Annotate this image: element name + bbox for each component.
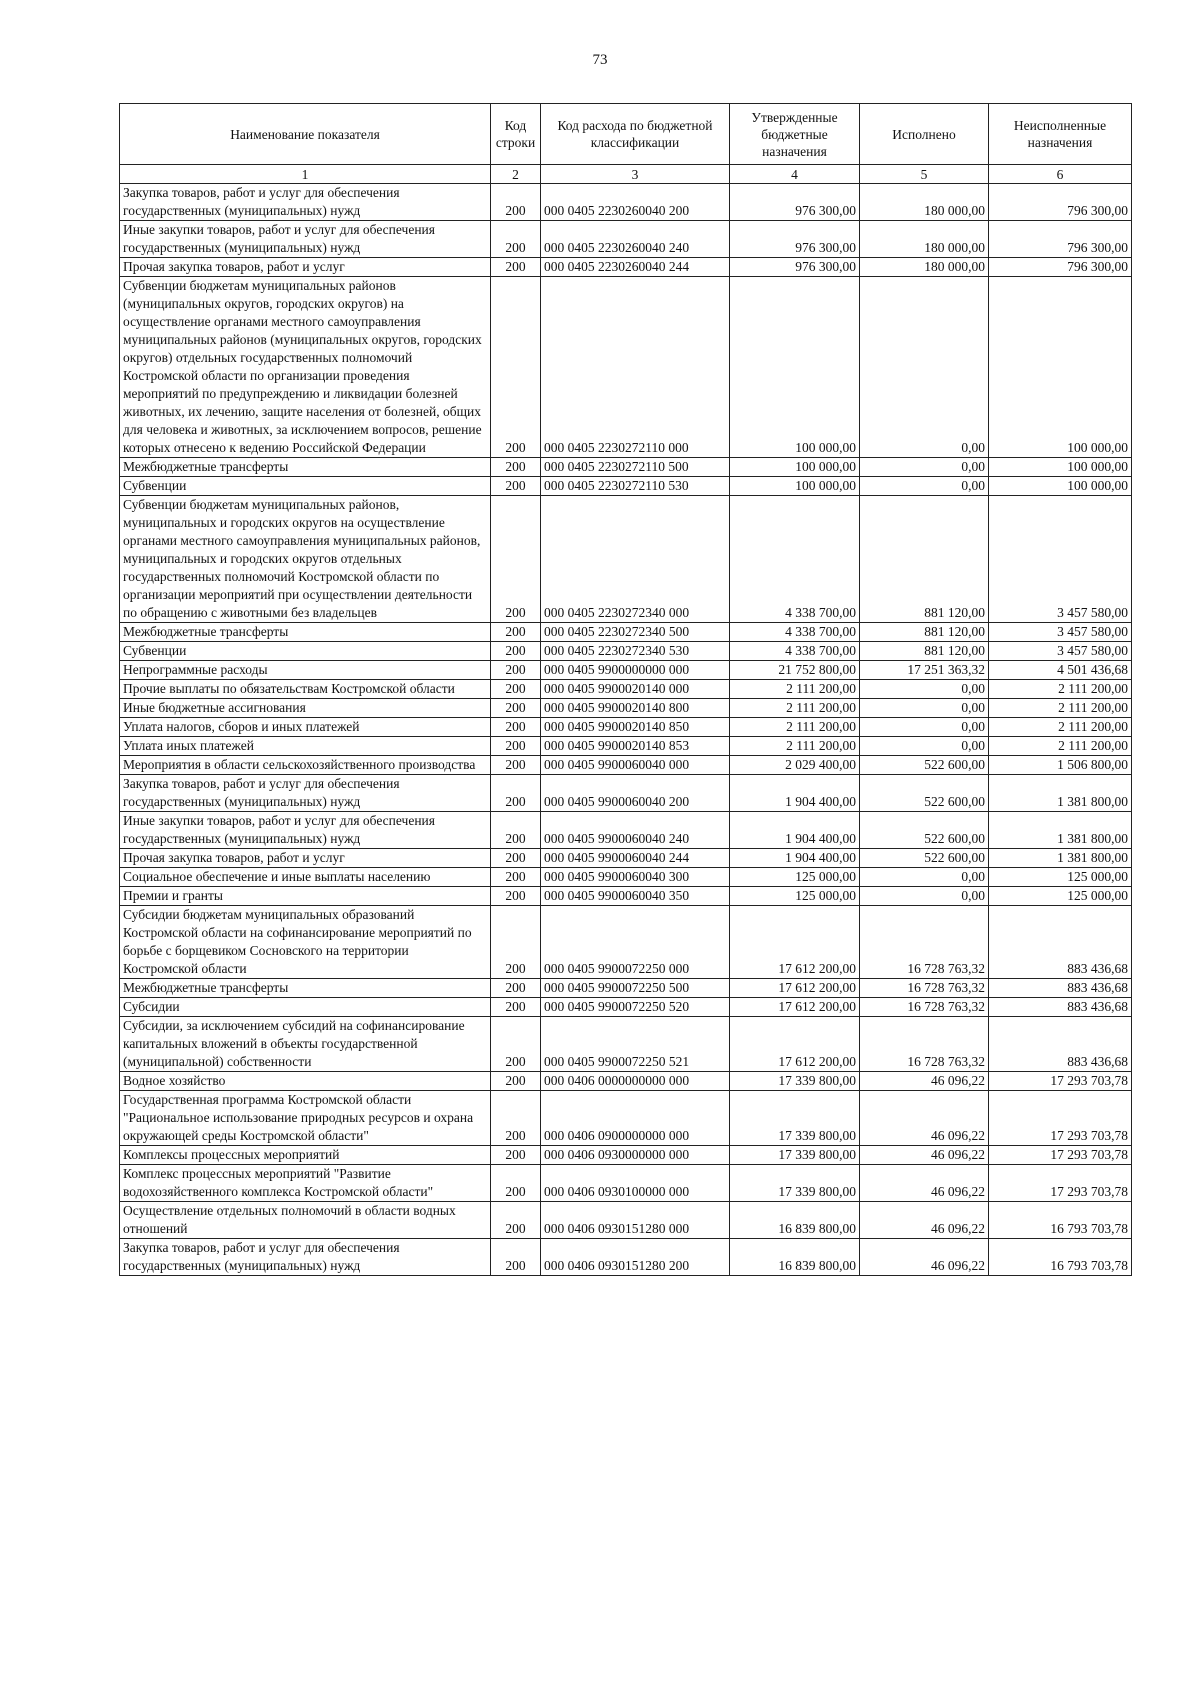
row-line-code-cell: 200 bbox=[491, 699, 541, 718]
row-name-cell: Прочая закупка товаров, работ и услуг bbox=[120, 849, 491, 868]
table-row bbox=[120, 1091, 1132, 1146]
row-unexecuted-cell: 883 436,68 bbox=[989, 906, 1132, 979]
table-row bbox=[120, 496, 1132, 623]
row-approved-cell: 1 904 400,00 bbox=[730, 775, 860, 812]
row-budget-code-cell: 000 0405 9900060040 000 bbox=[541, 756, 730, 775]
row-unexecuted-cell: 16 793 703,78 bbox=[989, 1202, 1132, 1239]
row-executed-cell: 522 600,00 bbox=[860, 775, 989, 812]
row-name-cell: Мероприятия в области сельскохозяйственного производства bbox=[120, 756, 491, 775]
row-line-code-cell: 200 bbox=[491, 756, 541, 775]
row-budget-code-cell: 000 0405 9900060040 244 bbox=[541, 849, 730, 868]
row-line-code-cell: 200 bbox=[491, 849, 541, 868]
row-name-cell: Иные закупки товаров, работ и услуг для обеспечения государственных (муниципальных) нужд bbox=[120, 221, 491, 258]
row-executed-cell: 0,00 bbox=[860, 680, 989, 699]
row-budget-code-cell: 000 0406 0930100000 000 bbox=[541, 1165, 730, 1202]
table-row bbox=[120, 1202, 1132, 1239]
table-row bbox=[120, 906, 1132, 979]
row-unexecuted-cell: 796 300,00 bbox=[989, 221, 1132, 258]
row-line-code-cell: 200 bbox=[491, 887, 541, 906]
row-line-code-cell: 200 bbox=[491, 1165, 541, 1202]
row-line-code-cell: 200 bbox=[491, 1017, 541, 1072]
row-approved-cell: 17 612 200,00 bbox=[730, 979, 860, 998]
row-unexecuted-cell: 125 000,00 bbox=[989, 868, 1132, 887]
table-header bbox=[120, 104, 1132, 184]
row-line-code-cell: 200 bbox=[491, 623, 541, 642]
row-budget-code-cell: 000 0405 2230272340 530 bbox=[541, 642, 730, 661]
row-unexecuted-cell: 100 000,00 bbox=[989, 458, 1132, 477]
table-row bbox=[120, 680, 1132, 699]
row-executed-cell: 16 728 763,32 bbox=[860, 998, 989, 1017]
row-unexecuted-cell: 100 000,00 bbox=[989, 477, 1132, 496]
row-approved-cell: 17 339 800,00 bbox=[730, 1146, 860, 1165]
column-number: 4 bbox=[730, 165, 860, 184]
row-approved-cell: 21 752 800,00 bbox=[730, 661, 860, 680]
row-budget-code-cell: 000 0405 9900060040 240 bbox=[541, 812, 730, 849]
row-executed-cell: 0,00 bbox=[860, 699, 989, 718]
row-budget-code-cell: 000 0405 9900072250 520 bbox=[541, 998, 730, 1017]
row-approved-cell: 1 904 400,00 bbox=[730, 849, 860, 868]
row-approved-cell: 17 339 800,00 bbox=[730, 1091, 860, 1146]
row-executed-cell: 0,00 bbox=[860, 887, 989, 906]
row-budget-code-cell: 000 0405 9900000000 000 bbox=[541, 661, 730, 680]
row-executed-cell: 881 120,00 bbox=[860, 496, 989, 623]
row-name-cell: Уплата иных платежей bbox=[120, 737, 491, 756]
row-unexecuted-cell: 4 501 436,68 bbox=[989, 661, 1132, 680]
row-budget-code-cell: 000 0405 9900020140 850 bbox=[541, 718, 730, 737]
row-unexecuted-cell: 883 436,68 bbox=[989, 998, 1132, 1017]
row-line-code-cell: 200 bbox=[491, 1072, 541, 1091]
table-row bbox=[120, 849, 1132, 868]
row-line-code-cell: 200 bbox=[491, 277, 541, 458]
column-number: 3 bbox=[541, 165, 730, 184]
row-executed-cell: 16 728 763,32 bbox=[860, 979, 989, 998]
row-unexecuted-cell: 16 793 703,78 bbox=[989, 1239, 1132, 1276]
row-unexecuted-cell: 796 300,00 bbox=[989, 258, 1132, 277]
row-name-cell: Уплата налогов, сборов и иных платежей bbox=[120, 718, 491, 737]
table-row bbox=[120, 642, 1132, 661]
row-line-code-cell: 200 bbox=[491, 680, 541, 699]
row-unexecuted-cell: 3 457 580,00 bbox=[989, 623, 1132, 642]
row-executed-cell: 0,00 bbox=[860, 718, 989, 737]
row-unexecuted-cell: 883 436,68 bbox=[989, 1017, 1132, 1072]
row-executed-cell: 881 120,00 bbox=[860, 623, 989, 642]
row-name-cell: Межбюджетные трансферты bbox=[120, 458, 491, 477]
header-approved: Утвержденные бюджетные назначения bbox=[730, 104, 860, 165]
column-number: 6 bbox=[989, 165, 1132, 184]
row-name-cell: Субвенции bbox=[120, 477, 491, 496]
table-row bbox=[120, 1017, 1132, 1072]
row-executed-cell: 180 000,00 bbox=[860, 184, 989, 221]
table-row bbox=[120, 1239, 1132, 1276]
row-approved-cell: 2 111 200,00 bbox=[730, 680, 860, 699]
row-name-cell: Осуществление отдельных полномочий в области водных отношений bbox=[120, 1202, 491, 1239]
row-line-code-cell: 200 bbox=[491, 998, 541, 1017]
header-row bbox=[120, 104, 1132, 165]
row-approved-cell: 2 111 200,00 bbox=[730, 699, 860, 718]
row-unexecuted-cell: 125 000,00 bbox=[989, 887, 1132, 906]
row-approved-cell: 125 000,00 bbox=[730, 887, 860, 906]
row-budget-code-cell: 000 0406 0900000000 000 bbox=[541, 1091, 730, 1146]
row-budget-code-cell: 000 0405 2230272340 000 bbox=[541, 496, 730, 623]
row-executed-cell: 46 096,22 bbox=[860, 1165, 989, 1202]
row-approved-cell: 2 111 200,00 bbox=[730, 718, 860, 737]
row-line-code-cell: 200 bbox=[491, 184, 541, 221]
row-name-cell: Субвенции бюджетам муниципальных районов, муниципальных и городских округов на осуществление органами местного самоуправления муниципальных районов, муниципальных и городских округов отдельных государственных полномочий Костромской области по организации мероприятий при осуществлении деятельности по обращению с животными без владельцев bbox=[120, 496, 491, 623]
budget-execution-table bbox=[119, 103, 1132, 1276]
row-unexecuted-cell: 3 457 580,00 bbox=[989, 496, 1132, 623]
table-row bbox=[120, 277, 1132, 458]
row-executed-cell: 881 120,00 bbox=[860, 642, 989, 661]
table-row bbox=[120, 458, 1132, 477]
row-executed-cell: 17 251 363,32 bbox=[860, 661, 989, 680]
row-line-code-cell: 200 bbox=[491, 661, 541, 680]
table-body bbox=[120, 184, 1132, 1276]
row-unexecuted-cell: 3 457 580,00 bbox=[989, 642, 1132, 661]
row-approved-cell: 17 339 800,00 bbox=[730, 1072, 860, 1091]
row-executed-cell: 522 600,00 bbox=[860, 756, 989, 775]
table-row bbox=[120, 868, 1132, 887]
row-approved-cell: 4 338 700,00 bbox=[730, 623, 860, 642]
row-approved-cell: 2 111 200,00 bbox=[730, 737, 860, 756]
row-line-code-cell: 200 bbox=[491, 718, 541, 737]
header-executed: Исполнено bbox=[860, 104, 989, 165]
row-executed-cell: 46 096,22 bbox=[860, 1239, 989, 1276]
row-budget-code-cell: 000 0405 2230272110 500 bbox=[541, 458, 730, 477]
row-executed-cell: 0,00 bbox=[860, 737, 989, 756]
row-name-cell: Закупка товаров, работ и услуг для обеспечения государственных (муниципальных) нужд bbox=[120, 1239, 491, 1276]
row-name-cell: Субсидии бюджетам муниципальных образований Костромской области на софинансирование мероприятий по борьбе с борщевиком Сосновского на территории Костромской области bbox=[120, 906, 491, 979]
table-row bbox=[120, 699, 1132, 718]
row-line-code-cell: 200 bbox=[491, 642, 541, 661]
row-approved-cell: 100 000,00 bbox=[730, 277, 860, 458]
row-line-code-cell: 200 bbox=[491, 258, 541, 277]
row-budget-code-cell: 000 0405 2230272110 000 bbox=[541, 277, 730, 458]
row-approved-cell: 4 338 700,00 bbox=[730, 642, 860, 661]
row-executed-cell: 46 096,22 bbox=[860, 1202, 989, 1239]
table-row bbox=[120, 775, 1132, 812]
header-line-code: Код строки bbox=[491, 104, 541, 165]
row-line-code-cell: 200 bbox=[491, 1146, 541, 1165]
row-budget-code-cell: 000 0405 9900072250 521 bbox=[541, 1017, 730, 1072]
row-approved-cell: 2 029 400,00 bbox=[730, 756, 860, 775]
page-number: 73 bbox=[592, 52, 608, 68]
row-executed-cell: 180 000,00 bbox=[860, 221, 989, 258]
row-budget-code-cell: 000 0405 9900072250 000 bbox=[541, 906, 730, 979]
row-unexecuted-cell: 2 111 200,00 bbox=[989, 680, 1132, 699]
row-name-cell: Иные закупки товаров, работ и услуг для обеспечения государственных (муниципальных) нужд bbox=[120, 812, 491, 849]
row-budget-code-cell: 000 0405 2230260040 200 bbox=[541, 184, 730, 221]
table-row bbox=[120, 623, 1132, 642]
row-line-code-cell: 200 bbox=[491, 1202, 541, 1239]
row-approved-cell: 100 000,00 bbox=[730, 477, 860, 496]
row-budget-code-cell: 000 0405 9900020140 000 bbox=[541, 680, 730, 699]
row-approved-cell: 17 612 200,00 bbox=[730, 1017, 860, 1072]
row-unexecuted-cell: 2 111 200,00 bbox=[989, 699, 1132, 718]
row-unexecuted-cell: 17 293 703,78 bbox=[989, 1146, 1132, 1165]
row-budget-code-cell: 000 0406 0000000000 000 bbox=[541, 1072, 730, 1091]
row-approved-cell: 16 839 800,00 bbox=[730, 1202, 860, 1239]
row-unexecuted-cell: 17 293 703,78 bbox=[989, 1165, 1132, 1202]
table-row bbox=[120, 258, 1132, 277]
row-name-cell: Закупка товаров, работ и услуг для обеспечения государственных (муниципальных) нужд bbox=[120, 775, 491, 812]
row-name-cell: Межбюджетные трансферты bbox=[120, 979, 491, 998]
row-approved-cell: 976 300,00 bbox=[730, 258, 860, 277]
row-budget-code-cell: 000 0405 2230272110 530 bbox=[541, 477, 730, 496]
row-budget-code-cell: 000 0405 9900020140 853 bbox=[541, 737, 730, 756]
row-approved-cell: 17 612 200,00 bbox=[730, 906, 860, 979]
row-approved-cell: 1 904 400,00 bbox=[730, 812, 860, 849]
row-line-code-cell: 200 bbox=[491, 458, 541, 477]
column-number: 5 bbox=[860, 165, 989, 184]
row-approved-cell: 100 000,00 bbox=[730, 458, 860, 477]
row-name-cell: Премии и гранты bbox=[120, 887, 491, 906]
row-name-cell: Комплексы процессных мероприятий bbox=[120, 1146, 491, 1165]
row-unexecuted-cell: 1 381 800,00 bbox=[989, 775, 1132, 812]
table-row bbox=[120, 756, 1132, 775]
table-row bbox=[120, 718, 1132, 737]
table-row bbox=[120, 1146, 1132, 1165]
row-line-code-cell: 200 bbox=[491, 477, 541, 496]
row-approved-cell: 4 338 700,00 bbox=[730, 496, 860, 623]
table-row bbox=[120, 1165, 1132, 1202]
row-executed-cell: 46 096,22 bbox=[860, 1072, 989, 1091]
row-unexecuted-cell: 883 436,68 bbox=[989, 979, 1132, 998]
row-budget-code-cell: 000 0405 2230260040 244 bbox=[541, 258, 730, 277]
row-line-code-cell: 200 bbox=[491, 979, 541, 998]
row-executed-cell: 16 728 763,32 bbox=[860, 906, 989, 979]
table-row bbox=[120, 812, 1132, 849]
row-budget-code-cell: 000 0405 9900020140 800 bbox=[541, 699, 730, 718]
row-name-cell: Комплекс процессных мероприятий "Развитие водохозяйственного комплекса Костромской области" bbox=[120, 1165, 491, 1202]
row-name-cell: Социальное обеспечение и иные выплаты населению bbox=[120, 868, 491, 887]
row-executed-cell: 522 600,00 bbox=[860, 812, 989, 849]
row-line-code-cell: 200 bbox=[491, 737, 541, 756]
row-budget-code-cell: 000 0406 0930151280 200 bbox=[541, 1239, 730, 1276]
row-line-code-cell: 200 bbox=[491, 906, 541, 979]
row-budget-code-cell: 000 0405 2230272340 500 bbox=[541, 623, 730, 642]
row-name-cell: Субвенции bbox=[120, 642, 491, 661]
row-line-code-cell: 200 bbox=[491, 496, 541, 623]
table-row bbox=[120, 998, 1132, 1017]
row-approved-cell: 17 339 800,00 bbox=[730, 1165, 860, 1202]
table-row bbox=[120, 887, 1132, 906]
row-approved-cell: 976 300,00 bbox=[730, 221, 860, 258]
row-unexecuted-cell: 2 111 200,00 bbox=[989, 718, 1132, 737]
row-name-cell: Субсидии bbox=[120, 998, 491, 1017]
row-unexecuted-cell: 796 300,00 bbox=[989, 184, 1132, 221]
row-budget-code-cell: 000 0405 9900060040 300 bbox=[541, 868, 730, 887]
row-approved-cell: 125 000,00 bbox=[730, 868, 860, 887]
row-line-code-cell: 200 bbox=[491, 221, 541, 258]
row-budget-code-cell: 000 0405 9900060040 350 bbox=[541, 887, 730, 906]
row-name-cell: Прочие выплаты по обязательствам Костромской области bbox=[120, 680, 491, 699]
row-approved-cell: 16 839 800,00 bbox=[730, 1239, 860, 1276]
table-row bbox=[120, 737, 1132, 756]
row-line-code-cell: 200 bbox=[491, 1091, 541, 1146]
row-budget-code-cell: 000 0405 9900060040 200 bbox=[541, 775, 730, 812]
row-unexecuted-cell: 1 381 800,00 bbox=[989, 812, 1132, 849]
row-executed-cell: 0,00 bbox=[860, 868, 989, 887]
row-line-code-cell: 200 bbox=[491, 775, 541, 812]
row-executed-cell: 46 096,22 bbox=[860, 1091, 989, 1146]
row-executed-cell: 46 096,22 bbox=[860, 1146, 989, 1165]
row-name-cell: Закупка товаров, работ и услуг для обеспечения государственных (муниципальных) нужд bbox=[120, 184, 491, 221]
row-name-cell: Иные бюджетные ассигнования bbox=[120, 699, 491, 718]
row-unexecuted-cell: 17 293 703,78 bbox=[989, 1072, 1132, 1091]
row-name-cell: Водное хозяйство bbox=[120, 1072, 491, 1091]
row-executed-cell: 16 728 763,32 bbox=[860, 1017, 989, 1072]
row-unexecuted-cell: 2 111 200,00 bbox=[989, 737, 1132, 756]
row-unexecuted-cell: 17 293 703,78 bbox=[989, 1091, 1132, 1146]
row-name-cell: Государственная программа Костромской области "Рациональное использование природных ресурсов и охрана окружающей среды Костромской области" bbox=[120, 1091, 491, 1146]
column-number: 1 bbox=[120, 165, 491, 184]
row-line-code-cell: 200 bbox=[491, 1239, 541, 1276]
row-approved-cell: 976 300,00 bbox=[730, 184, 860, 221]
row-budget-code-cell: 000 0405 9900072250 500 bbox=[541, 979, 730, 998]
table-row bbox=[120, 184, 1132, 221]
row-name-cell: Непрограммные расходы bbox=[120, 661, 491, 680]
row-approved-cell: 17 612 200,00 bbox=[730, 998, 860, 1017]
table-row bbox=[120, 477, 1132, 496]
table-row bbox=[120, 979, 1132, 998]
row-name-cell: Субвенции бюджетам муниципальных районов (муниципальных округов, городских округов) на осуществление органами местного самоуправления муниципальных районов (муниципальных округов, городских округов) отдельных государственных полномочий Костромской области по организации проведения мероприятий по предупреждению и ликвидации болезней животных, их лечению, защите населения от болезней, общих для человека и животных, за исключением вопросов, решение которых отнесено к ведению Российской Федерации bbox=[120, 277, 491, 458]
column-number: 2 bbox=[491, 165, 541, 184]
header-budget-code: Код расхода по бюджетной классификации bbox=[541, 104, 730, 165]
row-budget-code-cell: 000 0406 0930151280 000 bbox=[541, 1202, 730, 1239]
row-executed-cell: 0,00 bbox=[860, 458, 989, 477]
row-unexecuted-cell: 1 506 800,00 bbox=[989, 756, 1132, 775]
row-budget-code-cell: 000 0405 2230260040 240 bbox=[541, 221, 730, 258]
header-unexecuted: Неисполненные назначения bbox=[989, 104, 1132, 165]
row-budget-code-cell: 000 0406 0930000000 000 bbox=[541, 1146, 730, 1165]
row-executed-cell: 180 000,00 bbox=[860, 258, 989, 277]
header-name: Наименование показателя bbox=[120, 104, 491, 165]
table-row bbox=[120, 221, 1132, 258]
row-unexecuted-cell: 100 000,00 bbox=[989, 277, 1132, 458]
row-executed-cell: 0,00 bbox=[860, 277, 989, 458]
row-name-cell: Прочая закупка товаров, работ и услуг bbox=[120, 258, 491, 277]
row-unexecuted-cell: 1 381 800,00 bbox=[989, 849, 1132, 868]
row-name-cell: Субсидии, за исключением субсидий на софинансирование капитальных вложений в объекты государственной (муниципальной) собственности bbox=[120, 1017, 491, 1072]
row-name-cell: Межбюджетные трансферты bbox=[120, 623, 491, 642]
row-executed-cell: 0,00 bbox=[860, 477, 989, 496]
row-executed-cell: 522 600,00 bbox=[860, 849, 989, 868]
table-row bbox=[120, 1072, 1132, 1091]
column-number-row bbox=[120, 165, 1132, 184]
row-line-code-cell: 200 bbox=[491, 868, 541, 887]
table-row bbox=[120, 661, 1132, 680]
row-line-code-cell: 200 bbox=[491, 812, 541, 849]
